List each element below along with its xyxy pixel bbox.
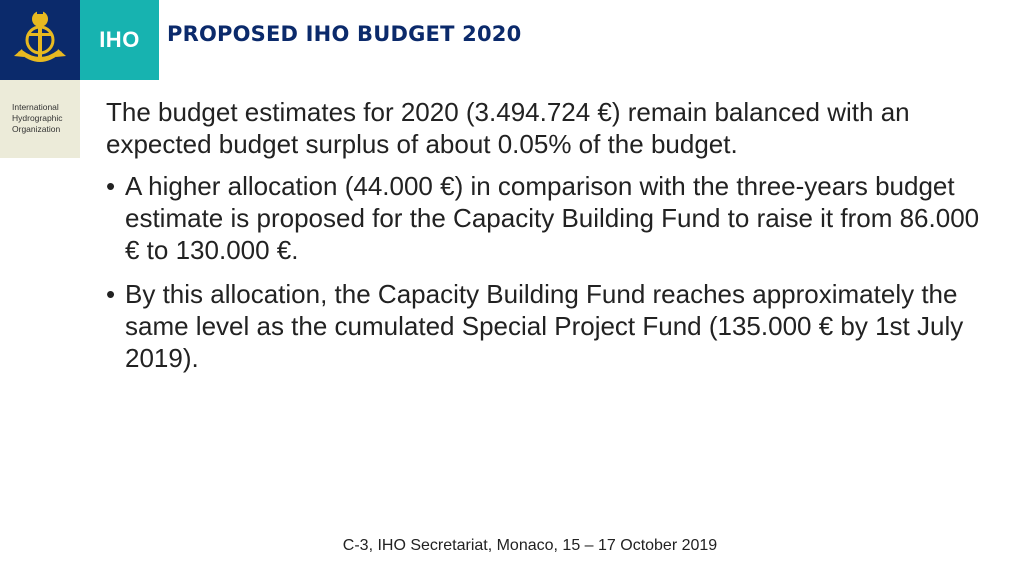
org-line: Hydrographic [12, 113, 63, 123]
anchor-emblem-icon [0, 0, 80, 80]
bullet-list [106, 170, 996, 374]
organization-name [0, 80, 80, 158]
bullet-text: By this allocation, the Capacity Building Fund reaches approximately the same level as the cumulated Special Project Fund (135.000 € by 1st July 2019). [125, 279, 964, 373]
intro-paragraph: The budget estimates for 2020 (3.494.724 €) remain balanced with an expected budget surplus of about 0.05% of the budget. [106, 97, 910, 159]
bullet-item [106, 170, 996, 266]
iho-emblem-logo [0, 0, 80, 80]
slide-body [106, 96, 996, 386]
slide-footer: C-3, IHO Secretariat, Monaco, 15 – 17 October 2019 [342, 537, 718, 554]
bullet-item [106, 278, 996, 374]
iho-logo-text: IHO [80, 0, 159, 80]
bullet-icon: • [106, 171, 116, 201]
bullet-icon: • [106, 279, 116, 309]
org-line: Organization [12, 124, 61, 134]
slide-title: PROPOSED IHO BUDGET 2020 [167, 22, 522, 46]
bullet-text: A higher allocation (44.000 €) in comparison with the three-years budget estimate is proposed for the Capacity Building Fund to raise it from 86.000 € to 130.000 €. [125, 171, 980, 265]
org-line: International [12, 102, 59, 112]
